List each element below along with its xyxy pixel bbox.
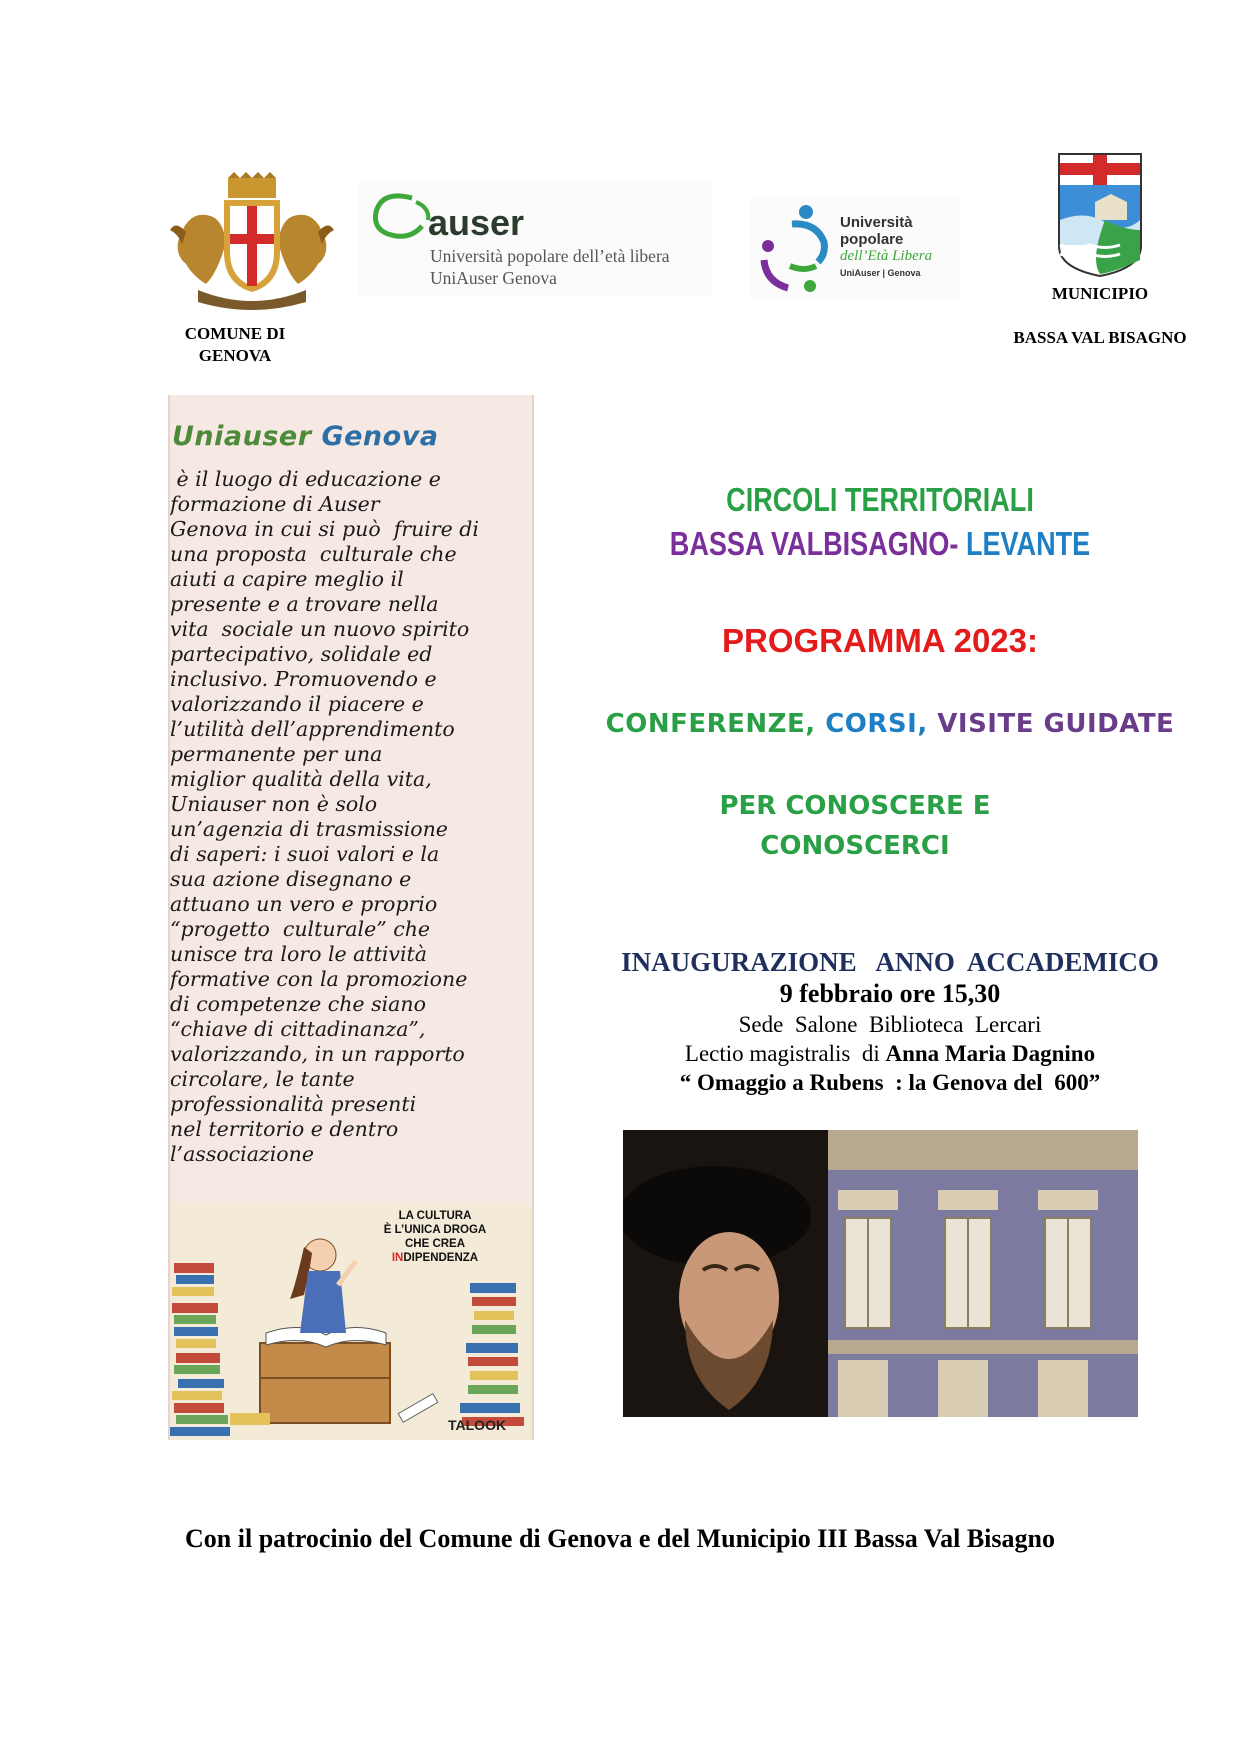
cartoon-line-4-in: IN (391, 1252, 404, 1264)
upel-line1: Università (840, 214, 913, 231)
circoli-heading: CIRCOLI TERRITORIALI (726, 481, 1034, 518)
panel-text-line: di competenze che siano (170, 992, 426, 1016)
panel-text-line: formazione di Auser (170, 492, 380, 516)
event-details (545, 946, 1235, 1097)
comune-genova-crest-icon (168, 172, 336, 312)
rubens-portrait-and-facade-image (623, 1130, 1138, 1417)
municipio-logo (1055, 150, 1145, 278)
cartoon-line-4-rest: DIPENDENZA (403, 1252, 479, 1264)
panel-text-line: aiuti a capire meglio il (170, 567, 404, 591)
cartoon-illustration (170, 1203, 532, 1440)
panel-text-line: è il luogo di educazione e (170, 467, 441, 491)
auser-subtitle-2: UniAuser Genova (430, 268, 557, 288)
panel-text-line: una proposta culturale che (170, 542, 457, 566)
auser-logo (358, 180, 713, 295)
panel-text-line: professionalità presenti (170, 1092, 417, 1116)
cartoon-line-3: CHE CREA (404, 1238, 466, 1250)
motto-block (610, 786, 1100, 866)
panel-text-line: di saperi: i suoi valori e la (170, 842, 440, 866)
municipio-sublabel: BASSA VAL BISAGNO (1013, 328, 1187, 347)
panel-text-line: permanente per una (170, 742, 383, 766)
category-conferenze: CONFERENZE, (605, 709, 816, 739)
panel-text-line: un’agenzia di trasmissione (170, 817, 448, 841)
event-lectio-prefix: Lectio magistralis di (684, 1041, 886, 1066)
panel-text-line: Uniauser non è solo (170, 792, 378, 816)
panel-text-line: unisce tra loro le attività (170, 942, 428, 966)
motto-line-1: PER CONOSCERE E (719, 791, 991, 821)
panel-body-text (170, 467, 532, 1167)
panel-text-line: nel territorio e dentro (170, 1117, 399, 1141)
category-corsi: CORSI, (815, 709, 928, 739)
municipio-label: MUNICIPIO (1051, 284, 1149, 303)
comune-logo (168, 172, 336, 312)
panel-text-line: partecipativo, solidale ed (170, 642, 433, 666)
bassa-heading-part1: BASSA VALBISAGNO- (669, 525, 959, 562)
comune-label (150, 323, 320, 367)
panel-text-line: inclusivo. Promuovendo e (170, 667, 437, 691)
heading-block (570, 478, 1190, 566)
cartoon-signature: TALOOK (448, 1417, 507, 1433)
uniauser-article-panel (168, 395, 534, 1440)
event-date: 9 febbraio ore 15,30 (779, 979, 1001, 1008)
rubens-palazzo-photo (623, 1130, 1138, 1417)
cartoon-line-2: È L’UNICA DROGA (383, 1224, 487, 1236)
upel-line3: dell’Età Libera (840, 248, 933, 264)
footer-patrocinio: Con il patrocinio del Comune di Genova e del Municipio III Bassa Val Bisagno (185, 1524, 1055, 1553)
panel-text-line: valorizzando, in un rapporto (170, 1042, 465, 1066)
comune-label-line1: COMUNE DI (184, 324, 286, 343)
event-venue: Sede Salone Biblioteca Lercari (738, 1012, 1042, 1037)
panel-text-line: valorizzando il piacere e (170, 692, 424, 716)
programma-heading: PROGRAMMA 2023: (722, 622, 1038, 659)
cartoon-line-4 (370, 1251, 500, 1265)
event-lectio (545, 1039, 1235, 1068)
panel-text-line: l’utilità dell’apprendimento (170, 717, 455, 741)
panel-text-line: “chiave di cittadinanza”, (170, 1017, 426, 1041)
cartoon-caption (370, 1209, 500, 1265)
panel-text-line: Genova in cui si può fruire di (170, 517, 479, 541)
upel-circle-figures-icon (754, 200, 836, 296)
inaugurazione-title: INAUGURAZIONE ANNO ACCADEMICO (621, 947, 1159, 977)
panel-text-line: sua azione disegnano e (170, 867, 412, 891)
municipio-shield-icon (1055, 150, 1145, 278)
auser-subtitle-1: Università popolare dell’età libera (430, 246, 670, 266)
event-speaker: Anna Maria Dagnino (885, 1041, 1096, 1066)
cartoon-line-1: LA CULTURA (398, 1210, 472, 1222)
category-visite: VISITE GUIDATE (927, 709, 1175, 739)
panel-text-line: presente e a trovare nella (170, 592, 439, 616)
panel-text-line: l’associazione (170, 1142, 314, 1166)
panel-title (172, 421, 439, 452)
panel-title-uniauser: Uniauser (172, 421, 312, 452)
panel-text-line: “progetto culturale” che (170, 917, 431, 941)
auser-wordmark: auser (428, 202, 525, 243)
panel-text-line: formative con la promozione (170, 967, 468, 991)
upel-line4: UniAuser | Genova (840, 268, 921, 278)
panel-title-genova: Genova (321, 421, 439, 452)
event-title: “ Omaggio a Rubens : la Genova del 600” (679, 1070, 1101, 1095)
panel-text-line: miglior qualità della vita, (170, 767, 432, 791)
panel-text-line: vita sociale un nuovo spirito (170, 617, 470, 641)
auser-swoosh-icon (372, 192, 434, 240)
upel-line2: popolare (840, 231, 904, 248)
bassa-heading-part2: LEVANTE (958, 525, 1091, 562)
comune-label-line2: GENOVA (198, 346, 272, 365)
panel-text-line: attuano un vero e proprio (170, 892, 438, 916)
panel-text-line: circolare, le tante (170, 1067, 355, 1091)
categories-line (545, 707, 1235, 741)
upel-logo (750, 196, 960, 300)
motto-line-2: CONOSCERCI (760, 831, 950, 861)
bassa-heading (626, 522, 1134, 566)
